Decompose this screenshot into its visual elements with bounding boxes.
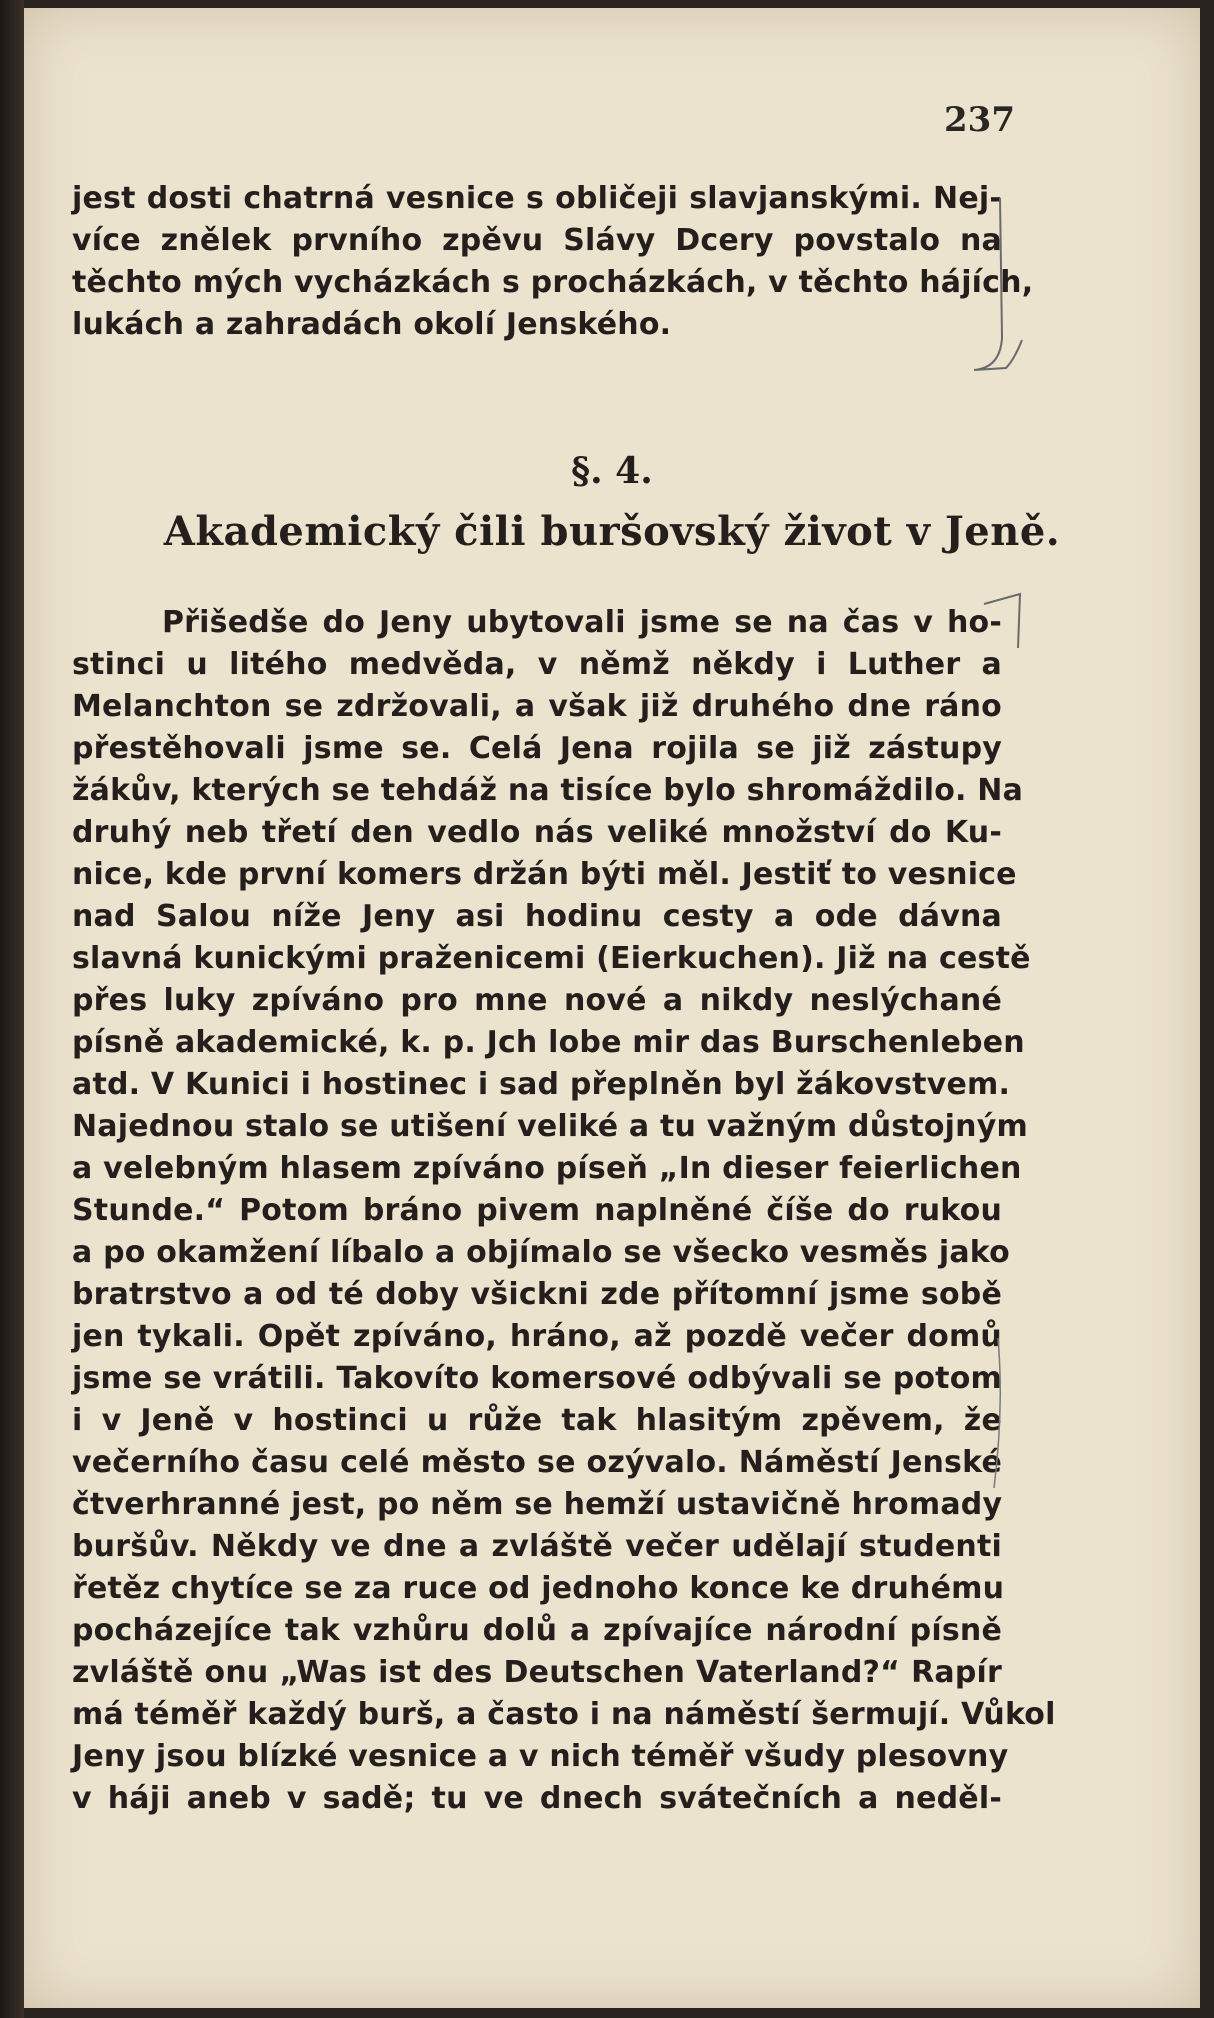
section-number: §. 4. [571, 450, 653, 492]
pencil-margin-marks [24, 8, 1200, 2008]
text-line: lukách a zahradách okolí Jenského. [72, 307, 672, 342]
text-line: má téměř každý burš, a často i na náměstí šermují. Vůkol [72, 1697, 1056, 1732]
text-line: přes luky zpíváno pro mne nové a nikdy neslýchané [72, 983, 1002, 1018]
text-line: čtverhranné jest, po něm se hemží ustavičně hromady [72, 1487, 1003, 1522]
pencil-bracket-mark [984, 594, 1020, 648]
text-line: stinci u litého medvěda, v němž někdy i Luther a [72, 647, 1002, 682]
text-line: atd. V Kunici i hostinec i sad přeplněn byl žákovstvem. [72, 1067, 1011, 1102]
text-line: jest dosti chatrná vesnice s obličeji slavjanskými. Nej- [72, 181, 1002, 216]
text-line: písně akademické, k. p. Jch lobe mir das Burschenleben [72, 1025, 1025, 1060]
text-line: Jeny jsou blízké vesnice a v nich téměř všudy plesovny [72, 1739, 1009, 1774]
text-line: Přišedše do Jeny ubytovali jsme se na čas v ho- [162, 605, 1002, 640]
text-line: bratrstvo a od té doby všickni zde přítomní jsme sobě [72, 1277, 1002, 1312]
text-line: přestěhovali jsme se. Celá Jena rojila se již zástupy [72, 731, 1002, 766]
text-line: řetěz chytíce se za ruce od jednoho konce ke druhému [72, 1571, 1005, 1606]
pencil-bracket-mark [974, 198, 1022, 370]
text-line: Najednou stalo se utišení veliké a tu važným důstojným [72, 1109, 1028, 1144]
pencil-bracket-mark [994, 1338, 1000, 1488]
text-line: buršův. Někdy ve dne a zvláště večer udělají studenti [72, 1529, 1002, 1564]
text-line: slavná kunickými praženicemi (Eierkuchen). Již na cestě [72, 941, 1031, 976]
section-title: Akademický čili buršovský život v Jeně. [163, 508, 1061, 555]
text-line: těchto mých vycházkách s procházkách, v těchto hájích, [72, 265, 1034, 300]
text-line: nice, kde první komers držán býti měl. Jestiť to vesnice [72, 857, 1017, 892]
text-line: zvláště onu „Was ist des Deutschen Vaterland?“ Rapír [72, 1655, 1002, 1690]
text-line: večerního času celé město se ozývalo. Náměstí Jenské [72, 1445, 1002, 1480]
text-line: Melanchton se zdržovali, a však již druhého dne ráno [72, 689, 1002, 724]
text-line: nad Salou níže Jeny asi hodinu cesty a ode dávna [72, 899, 1002, 934]
text-line: jsme se vrátili. Takovíto komersové odbývali se potom [72, 1361, 1002, 1396]
text-line: druhý neb třetí den vedlo nás veliké množství do Ku- [72, 815, 1002, 850]
text-line: žákův, kterých se tehdáž na tisíce bylo shromáždilo. Na [72, 773, 1024, 808]
text-line: jen tykali. Opět zpíváno, hráno, až pozdě večer domů [72, 1319, 1002, 1354]
text-line: více znělek prvního zpěvu Slávy Dcery povstalo na [72, 223, 1002, 258]
book-page [24, 8, 1200, 2008]
text-line: pocházejíce tak vzhůru dolů a zpívajíce národní písně [72, 1613, 1002, 1648]
text-line: a velebným hlasem zpíváno píseň „In dieser feierlichen [72, 1151, 1022, 1186]
text-line: a po okamžení líbalo a objímalo se všecko vesměs jako [72, 1235, 1010, 1270]
text-line: i v Jeně v hostinci u růže tak hlasitým zpěvem, že [72, 1403, 1002, 1438]
book-binding-edge [0, 0, 24, 2018]
page-number: 237 [944, 100, 1015, 140]
text-line: v háji aneb v sadě; tu ve dnech svátečních a neděl- [72, 1781, 1002, 1816]
text-line: Stunde.“ Potom bráno pivem naplněné číše do rukou [72, 1193, 1002, 1228]
